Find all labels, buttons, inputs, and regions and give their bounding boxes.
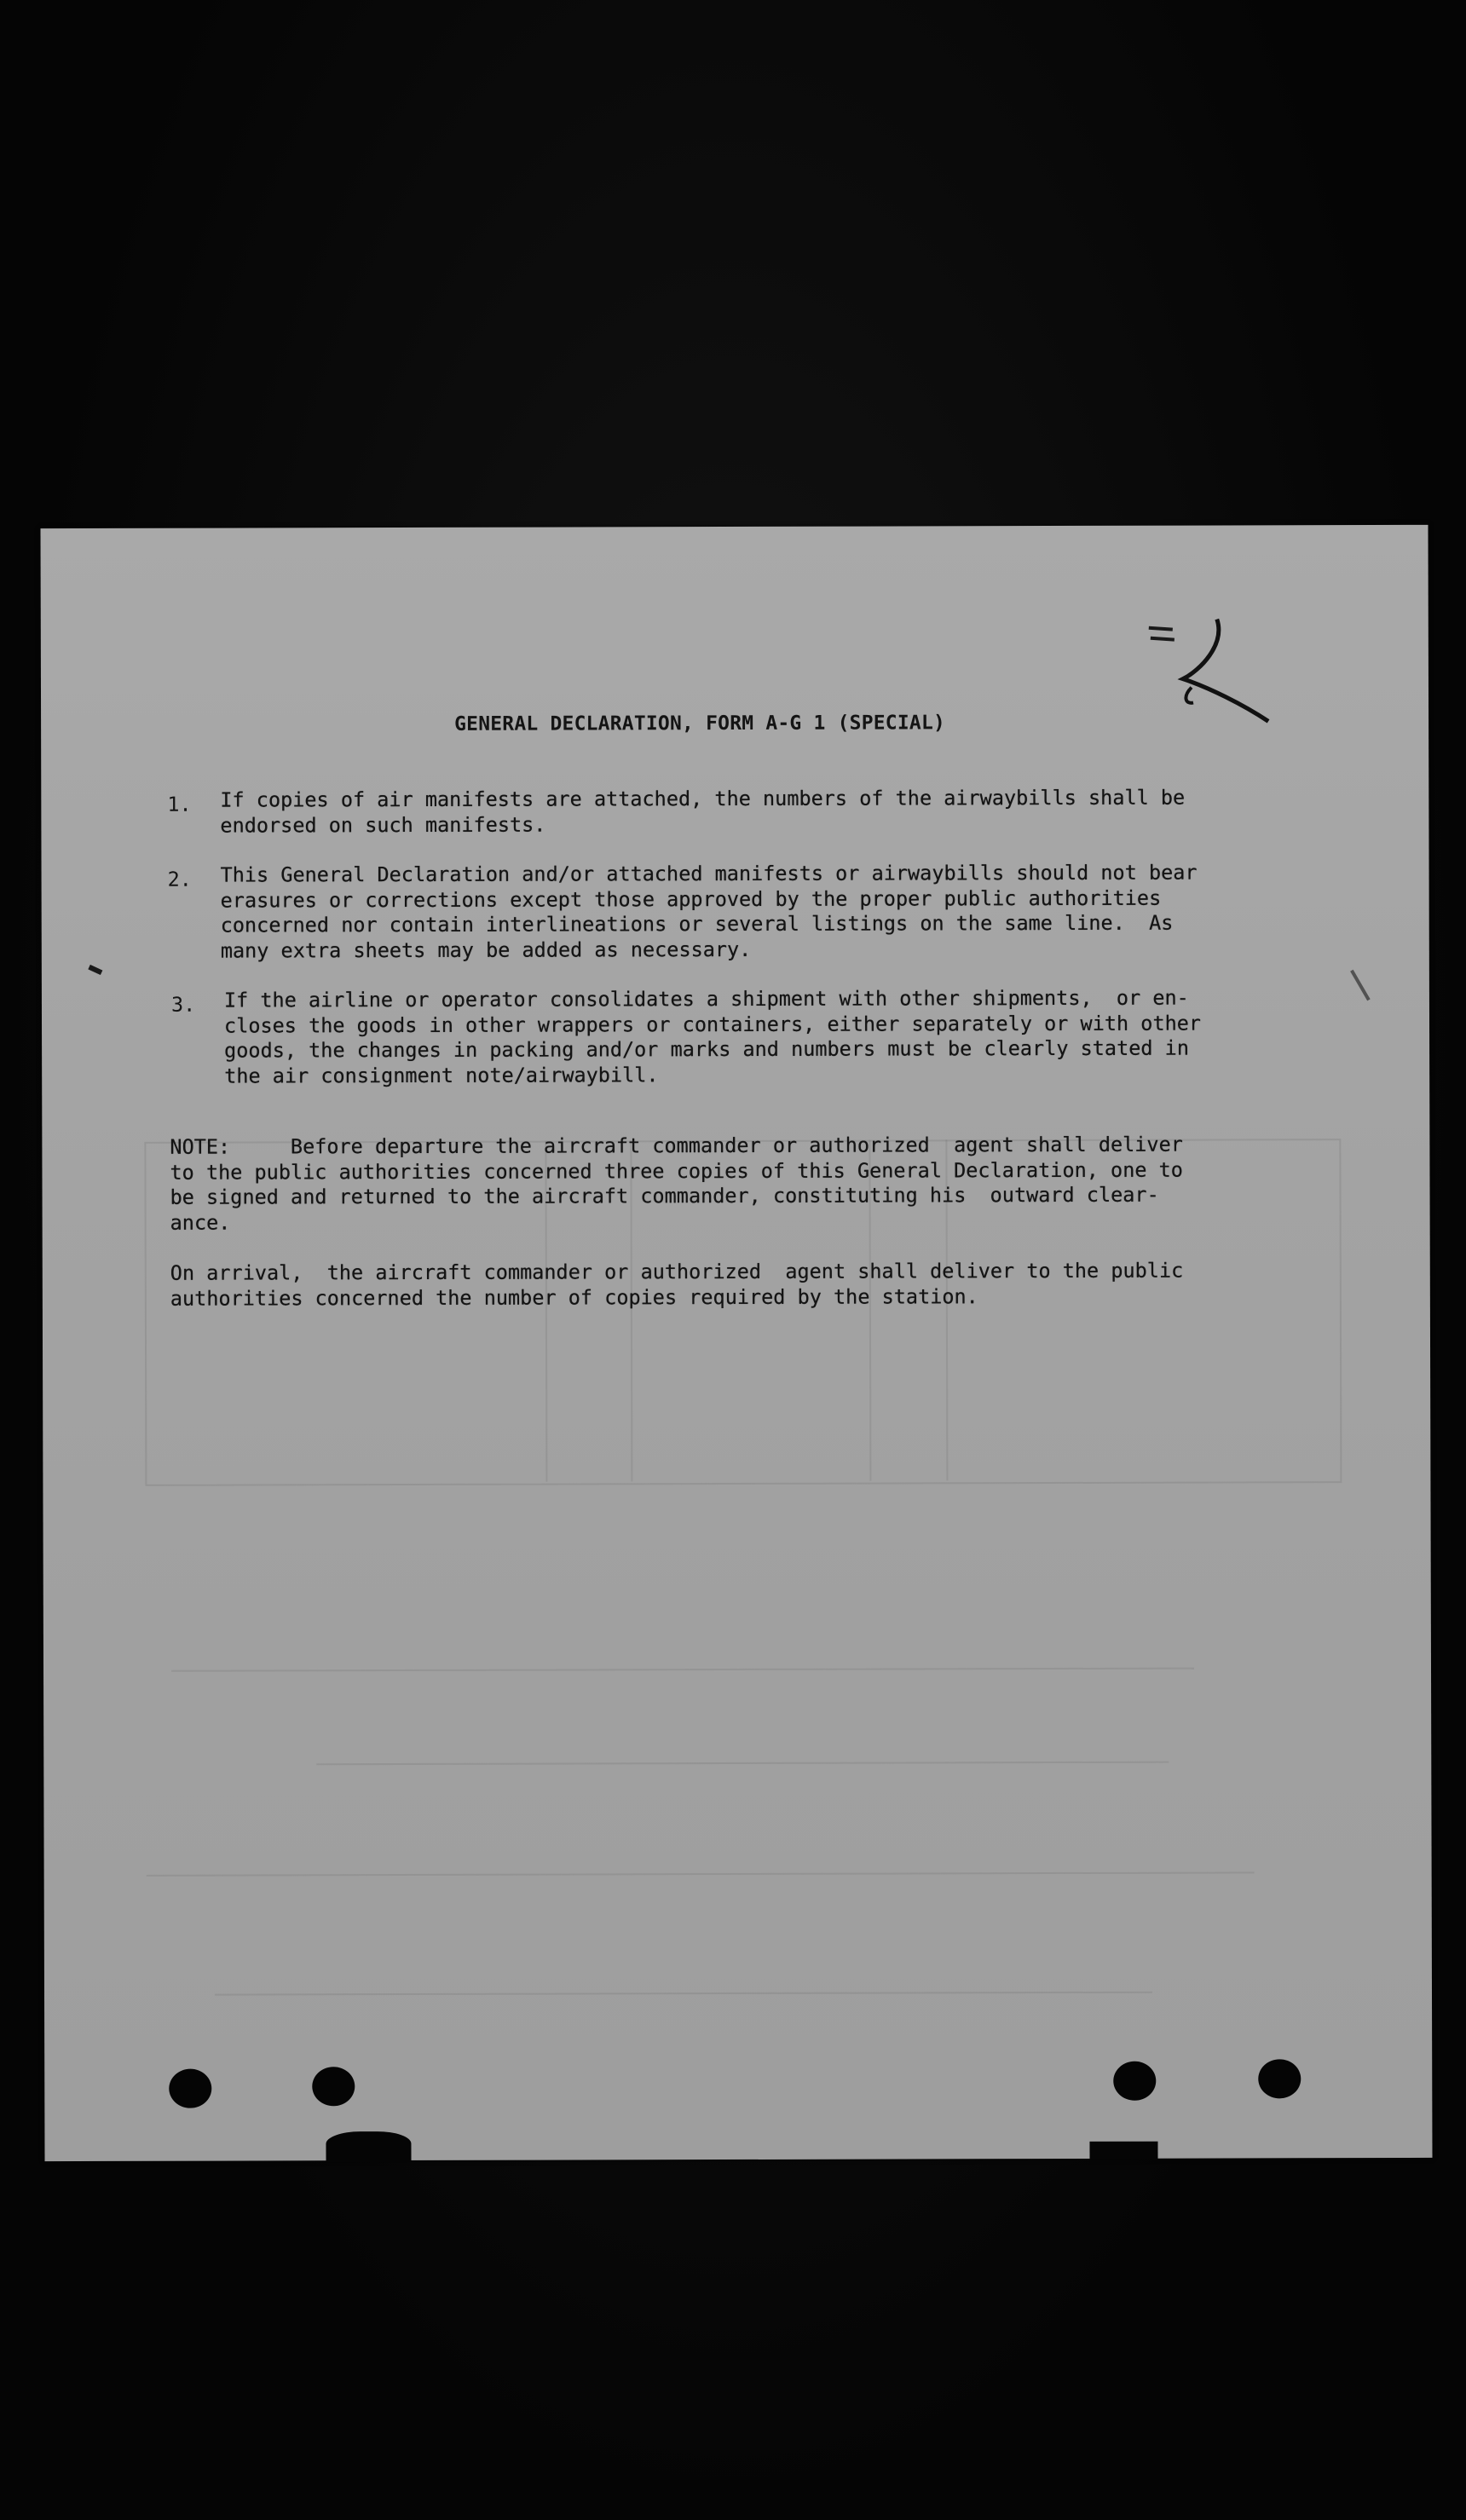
punch-hole — [1258, 2059, 1301, 2098]
note-line: be signed and returned to the aircraft commander, constituting his outward clear- — [170, 1182, 1159, 1209]
instruction-line: the air consignment note/airwaybill. — [224, 1062, 659, 1088]
note-text: Before departure the aircraft commander or authorized agent shall deliver — [290, 1132, 1183, 1159]
form-title: GENERAL DECLARATION, FORM A-G 1 (SPECIAL) — [454, 712, 946, 735]
scan-artifact — [88, 965, 102, 975]
show-through-rule — [316, 1762, 1169, 1766]
instruction-line: If copies of air manifests are attached, the numbers of the airwaybills shall be — [220, 785, 1186, 812]
punch-hole — [312, 2067, 355, 2106]
arrival-line: authorities concerned the number of copies required by the station. — [170, 1283, 978, 1311]
torn-edge — [1089, 2142, 1157, 2160]
show-through-rule — [171, 1668, 1194, 1672]
item-number: 3. — [170, 992, 196, 1017]
instruction-line: If the airline or operator consolidates a shipment with other shipments, or en- — [223, 985, 1189, 1012]
torn-edge — [326, 2131, 411, 2162]
note-label: NOTE: — [170, 1134, 231, 1159]
item-number: 1. — [167, 792, 192, 816]
instruction-line: goods, the changes in packing and/or marks and numbers must be clearly stated in — [224, 1035, 1189, 1063]
handwritten-mark — [1132, 610, 1285, 729]
instruction-line: concerned nor contain interlineations or several listings on the same line. As — [220, 910, 1174, 937]
instruction-item — [224, 985, 1349, 1088]
instruction-line: erasures or corrections except those approved by the proper public authorities — [220, 885, 1162, 913]
instruction-line: endorsed on such manifests. — [220, 812, 546, 838]
punch-hole — [1113, 2062, 1156, 2101]
scan-artifact — [1350, 970, 1371, 1001]
note-line: ance. — [170, 1210, 231, 1235]
instruction-line: many extra sheets may be added as necessary. — [220, 937, 752, 963]
show-through-rule — [215, 1992, 1152, 1996]
item-number: 2. — [167, 867, 192, 891]
show-through-rule — [147, 1871, 1255, 1876]
note-first-line — [170, 1132, 1346, 1160]
note-paragraph — [170, 1132, 1346, 1236]
arrival-paragraph — [170, 1258, 1347, 1312]
note-line: to the public authorities concerned three copies of this General Declaration, one to — [170, 1157, 1183, 1185]
document-page — [40, 525, 1432, 2161]
instruction-line: closes the goods in other wrappers or containers, either separately or with other — [223, 1011, 1202, 1038]
punch-hole — [169, 2069, 211, 2108]
instruction-item — [220, 785, 1345, 838]
instruction-line: This General Declaration and/or attached manifests or airwaybills should not bear — [220, 860, 1198, 887]
arrival-line: On arrival, the aircraft commander or authorized agent shall deliver to the public — [170, 1258, 1184, 1285]
instruction-item — [221, 860, 1346, 963]
